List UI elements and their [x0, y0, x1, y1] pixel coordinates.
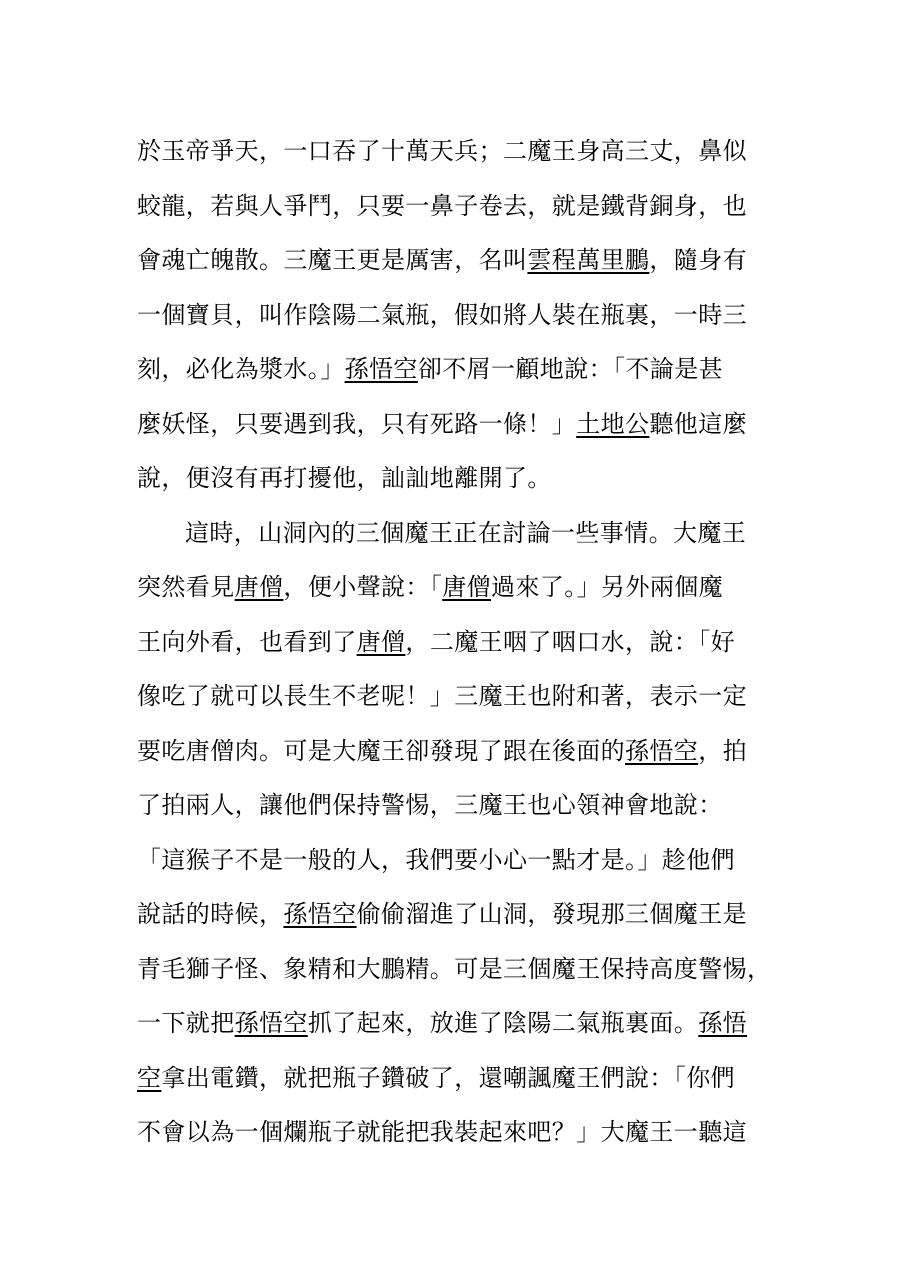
text-segment: 一下就把	[137, 1009, 235, 1037]
text-segment: 拿出電鑽，就把瓶子鑽破了，還嘲諷魔王們說：「你們	[161, 1063, 736, 1092]
text-line	[137, 342, 777, 397]
text-line	[137, 942, 777, 997]
text-segment: 說，便沒有再打擾他，訕訕地離開了。	[137, 464, 552, 492]
text-segment: ，便小聲說：「	[283, 573, 443, 601]
underlined-name: 雲程萬里鵬	[527, 246, 650, 274]
story-text	[137, 124, 777, 1160]
text-segment: 「這猴子不是一般的人，我們要小心一點才是。」趁他們	[137, 845, 735, 874]
text-line	[137, 397, 777, 452]
text-segment: 刻，必化為漿水。」	[137, 355, 345, 383]
text-segment: ，隨身有	[649, 246, 748, 274]
text-line	[137, 724, 777, 779]
text-segment: 不會以為一個爛瓶子就能把我裝起來吧？」大魔王一聽這	[137, 1118, 747, 1146]
text-line	[137, 506, 777, 561]
text-line	[137, 1051, 777, 1106]
text-line	[137, 887, 777, 942]
text-line	[137, 1105, 777, 1160]
underlined-name: 孫悟空	[625, 736, 699, 765]
text-segment: 突然看見	[137, 573, 235, 601]
text-segment: 說話的時候，	[137, 900, 284, 928]
text-line	[137, 615, 777, 670]
text-line	[137, 778, 777, 833]
underlined-name: 唐僧	[234, 573, 284, 601]
text-line	[137, 560, 777, 615]
text-line	[137, 288, 777, 343]
text-segment: 於玉帝爭天，一口吞了十萬天兵；二魔王身高三丈，鼻似	[137, 137, 747, 165]
text-segment: ，拍	[698, 736, 748, 765]
underlined-name: 孫悟空	[234, 1009, 308, 1037]
underlined-name: 唐僧	[356, 627, 406, 656]
underlined-name: 土地公	[576, 409, 650, 438]
text-segment: 麼妖怪，只要遇到我，只有死路一條！」	[137, 409, 577, 438]
text-line	[137, 669, 777, 724]
text-segment: 青毛獅子怪、象精和大鵬精。可是三個魔王保持高度警惕，	[137, 954, 772, 983]
text-line	[137, 179, 777, 234]
text-segment: 會魂亡魄散。三魔王更是厲害，名叫	[137, 246, 528, 274]
underlined-name: 孫悟空	[344, 355, 418, 383]
text-segment: 卻不屑一顧地說：「不論是甚	[417, 355, 724, 383]
text-segment: 抓了起來，放進了陰陽二氣瓶裏面。	[307, 1009, 699, 1037]
text-segment: ，二魔王咽了咽口水，說：「好	[405, 627, 736, 656]
text-segment: 這時，山洞內的三個魔王正在討論一些事情。大魔王	[185, 518, 747, 547]
underlined-name: 孫悟	[698, 1009, 748, 1037]
text-line	[137, 996, 777, 1051]
underlined-name: 孫悟空	[283, 900, 357, 928]
text-segment: 過來了。」另外兩個魔	[491, 573, 724, 601]
underlined-name: 唐僧	[442, 573, 492, 601]
text-segment: 蛟龍，若與人爭鬥，只要一鼻子卷去，就是鐵背銅身，也	[137, 191, 747, 220]
text-line	[137, 833, 777, 888]
text-line	[137, 451, 777, 506]
text-segment: 聽他這麼	[649, 409, 748, 438]
text-segment: 了拍兩人，讓他們保持警惕，三魔王也心領神會地說：	[137, 791, 723, 819]
text-line	[137, 124, 777, 179]
text-line	[137, 233, 777, 288]
text-segment: 一個寶貝，叫作陰陽二氣瓶，假如將人裝在瓶裏，一時三	[137, 300, 747, 329]
text-segment: 偷偷溜進了山洞，發現那三個魔王是	[356, 900, 748, 928]
text-segment: 王向外看，也看到了	[137, 627, 357, 656]
text-segment: 像吃了就可以長生不老呢！」三魔王也附和著，表示一定	[137, 682, 747, 710]
underlined-name: 空	[137, 1063, 162, 1092]
text-segment: 要吃唐僧肉。可是大魔王卻發現了跟在後面的	[137, 736, 625, 765]
